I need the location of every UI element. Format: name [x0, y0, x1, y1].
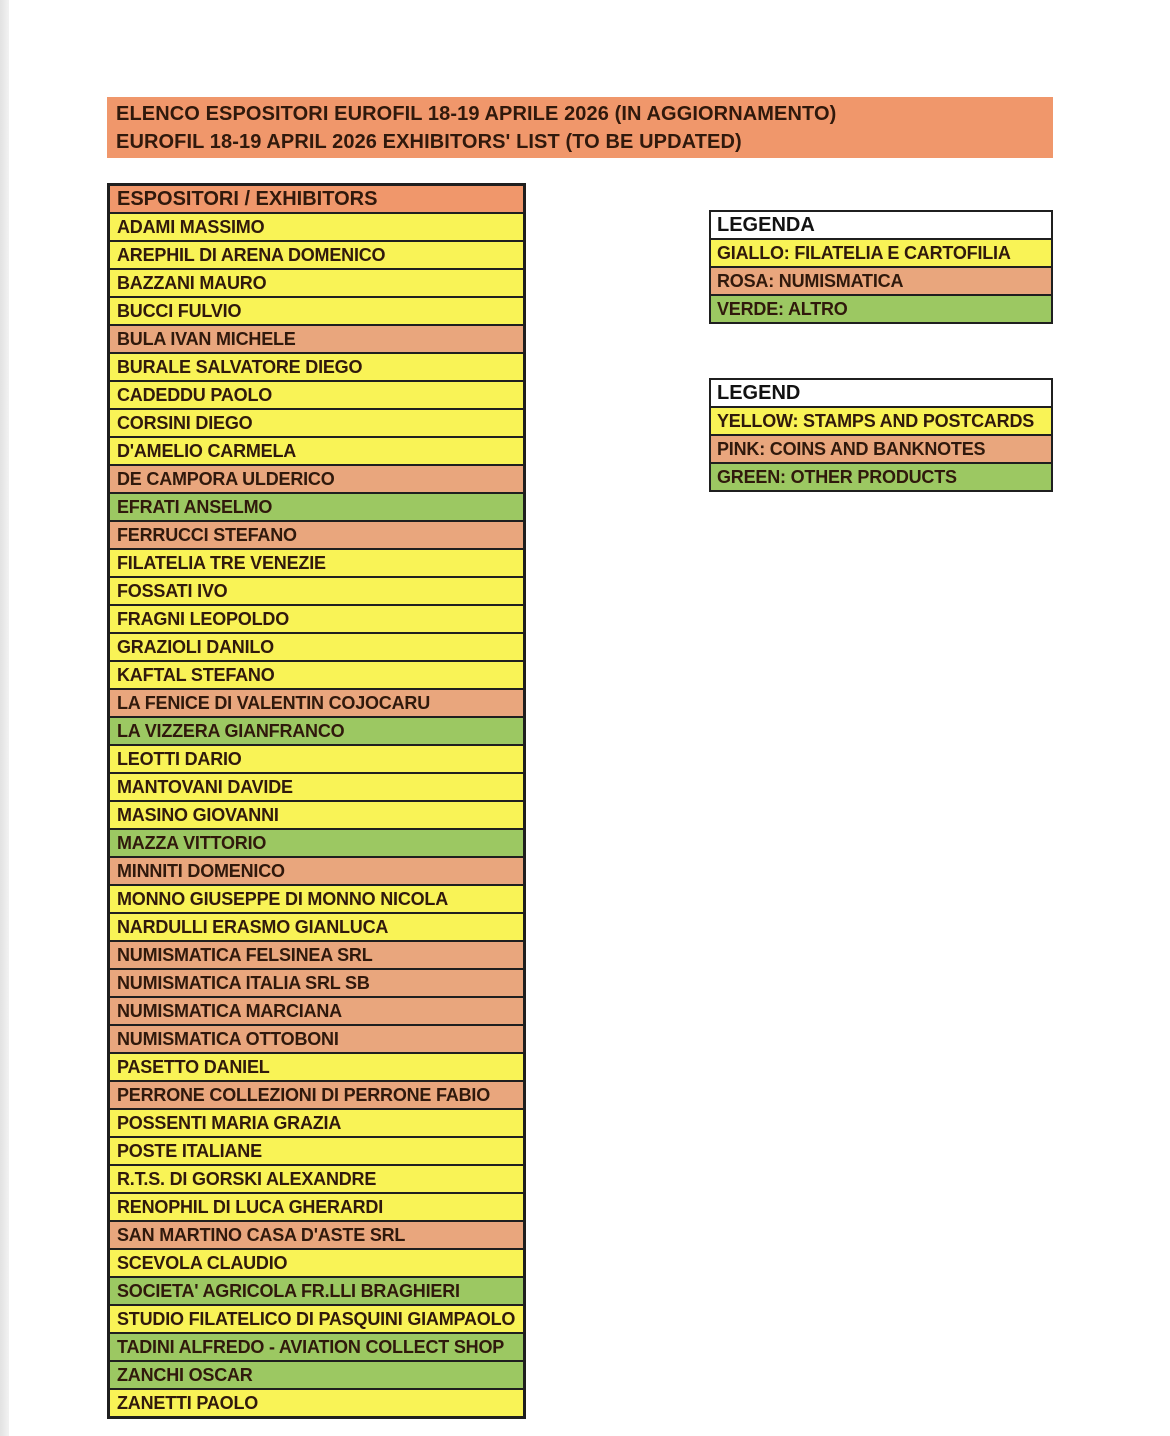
legend-label: ROSA: NUMISMATICA — [717, 271, 904, 291]
table-row — [110, 578, 523, 606]
legend-row — [711, 464, 1051, 490]
table-row — [110, 354, 523, 382]
table-row — [110, 802, 523, 830]
table-row — [110, 1362, 523, 1390]
exhibitor-name: POSSENTI MARIA GRAZIA — [117, 1113, 342, 1133]
exhibitor-name: CADEDDU PAOLO — [117, 385, 273, 405]
exhibitor-name: CORSINI DIEGO — [117, 413, 253, 433]
exhibitor-name: LA VIZZERA GIANFRANCO — [117, 721, 345, 741]
table-row — [110, 1250, 523, 1278]
exhibitor-name: RENOPHIL DI LUCA GHERARDI — [117, 1197, 384, 1217]
legend-label: PINK: COINS AND BANKNOTES — [717, 439, 986, 459]
exhibitor-name: PERRONE COLLEZIONI DI PERRONE FABIO — [117, 1085, 491, 1105]
table-row — [110, 1222, 523, 1250]
table-row — [110, 1082, 523, 1110]
exhibitor-name: TADINI ALFREDO - AVIATION COLLECT SHOP — [117, 1337, 505, 1357]
exhibitors-table-header: ESPOSITORI / EXHIBITORS — [110, 186, 523, 214]
table-row — [110, 438, 523, 466]
title-line-italian: ELENCO ESPOSITORI EUROFIL 18-19 APRILE 2026 (IN AGGIORNAMENTO) — [116, 103, 837, 125]
table-row — [110, 1166, 523, 1194]
table-row — [110, 1026, 523, 1054]
exhibitor-name: ZANETTI PAOLO — [117, 1393, 259, 1413]
table-row — [110, 270, 523, 298]
table-row — [110, 242, 523, 270]
exhibitor-name: D'AMELIO CARMELA — [117, 441, 297, 461]
legend-label: GREEN: OTHER PRODUCTS — [717, 467, 957, 487]
exhibitor-name: AREPHIL DI ARENA DOMENICO — [117, 245, 386, 265]
exhibitor-name: FOSSATI IVO — [117, 581, 228, 601]
table-row — [110, 970, 523, 998]
exhibitor-name: MANTOVANI DAVIDE — [117, 777, 293, 797]
table-row — [110, 1306, 523, 1334]
exhibitor-name: SCEVOLA CLAUDIO — [117, 1253, 288, 1273]
legend-title-italian: LEGENDA — [711, 212, 1051, 240]
exhibitor-name: BUCCI FULVIO — [117, 301, 242, 321]
exhibitor-name: PASETTO DANIEL — [117, 1057, 270, 1077]
legend-row — [711, 436, 1051, 464]
table-row — [110, 690, 523, 718]
table-row — [110, 886, 523, 914]
exhibitor-name: POSTE ITALIANE — [117, 1141, 262, 1161]
exhibitor-name: DE CAMPORA ULDERICO — [117, 469, 335, 489]
table-row — [110, 606, 523, 634]
table-row — [110, 326, 523, 354]
table-row — [110, 298, 523, 326]
exhibitor-name: NUMISMATICA OTTOBONI — [117, 1029, 339, 1049]
table-row — [110, 466, 523, 494]
legend-box-italian — [709, 210, 1053, 324]
legend-row — [711, 296, 1051, 322]
table-row — [110, 1278, 523, 1306]
table-row — [110, 718, 523, 746]
exhibitor-name: SAN MARTINO CASA D'ASTE SRL — [117, 1225, 406, 1245]
table-row — [110, 522, 523, 550]
exhibitor-name: NARDULLI ERASMO GIANLUCA — [117, 917, 389, 937]
table-row — [110, 998, 523, 1026]
table-row — [110, 830, 523, 858]
exhibitors-table — [107, 183, 526, 1419]
table-row — [110, 1390, 523, 1416]
legend-row — [711, 268, 1051, 296]
exhibitor-name: KAFTAL STEFANO — [117, 665, 275, 685]
exhibitor-name: MASINO GIOVANNI — [117, 805, 279, 825]
exhibitor-name: GRAZIOLI DANILO — [117, 637, 274, 657]
table-row — [110, 1334, 523, 1362]
legend-title-english: LEGEND — [711, 380, 1051, 408]
exhibitor-name: EFRATI ANSELMO — [117, 497, 273, 517]
table-row — [110, 214, 523, 242]
exhibitor-name: BULA IVAN MICHELE — [117, 329, 296, 349]
legend-row — [711, 240, 1051, 268]
exhibitor-name: LA FENICE DI VALENTIN COJOCARU — [117, 693, 431, 713]
table-row — [110, 634, 523, 662]
title-banner — [107, 97, 1053, 158]
exhibitor-name: NUMISMATICA FELSINEA SRL — [117, 945, 373, 965]
exhibitor-name: BURALE SALVATORE DIEGO — [117, 357, 363, 377]
table-row — [110, 1138, 523, 1166]
exhibitor-name: FILATELIA TRE VENEZIE — [117, 553, 326, 573]
page-edge-shadow — [0, 0, 9, 1436]
exhibitor-name: FRAGNI LEOPOLDO — [117, 609, 289, 629]
table-row — [110, 662, 523, 690]
legend-label: GIALLO: FILATELIA E CARTOFILIA — [717, 243, 1011, 263]
table-row — [110, 746, 523, 774]
legend-label: YELLOW: STAMPS AND POSTCARDS — [717, 411, 1035, 431]
table-row — [110, 942, 523, 970]
legend-label: VERDE: ALTRO — [717, 299, 848, 319]
legend-box-english — [709, 378, 1053, 492]
exhibitor-name: ZANCHI OSCAR — [117, 1365, 253, 1385]
exhibitors-table-body — [110, 214, 523, 1416]
table-row — [110, 1110, 523, 1138]
table-row — [110, 410, 523, 438]
table-row — [110, 1054, 523, 1082]
table-row — [110, 382, 523, 410]
table-row — [110, 914, 523, 942]
exhibitor-name: BAZZANI MAURO — [117, 273, 267, 293]
table-row — [110, 1194, 523, 1222]
exhibitor-name: NUMISMATICA ITALIA SRL SB — [117, 973, 370, 993]
exhibitor-name: MAZZA VITTORIO — [117, 833, 267, 853]
exhibitor-name: MINNITI DOMENICO — [117, 861, 285, 881]
legend-row — [711, 408, 1051, 436]
title-line-english: EUROFIL 18-19 APRIL 2026 EXHIBITORS' LIST (TO BE UPDATED) — [116, 131, 742, 153]
exhibitor-name: LEOTTI DARIO — [117, 749, 242, 769]
exhibitor-name: SOCIETA' AGRICOLA FR.LLI BRAGHIERI — [117, 1281, 460, 1301]
exhibitor-name: R.T.S. DI GORSKI ALEXANDRE — [117, 1169, 377, 1189]
exhibitor-name: NUMISMATICA MARCIANA — [117, 1001, 342, 1021]
exhibitor-name: MONNO GIUSEPPE DI MONNO NICOLA — [117, 889, 449, 909]
table-row — [110, 494, 523, 522]
table-row — [110, 774, 523, 802]
exhibitor-name: STUDIO FILATELICO DI PASQUINI GIAMPAOLO — [117, 1309, 516, 1329]
exhibitor-name: FERRUCCI STEFANO — [117, 525, 297, 545]
exhibitor-name: ADAMI MASSIMO — [117, 217, 265, 237]
table-row — [110, 550, 523, 578]
table-row — [110, 858, 523, 886]
